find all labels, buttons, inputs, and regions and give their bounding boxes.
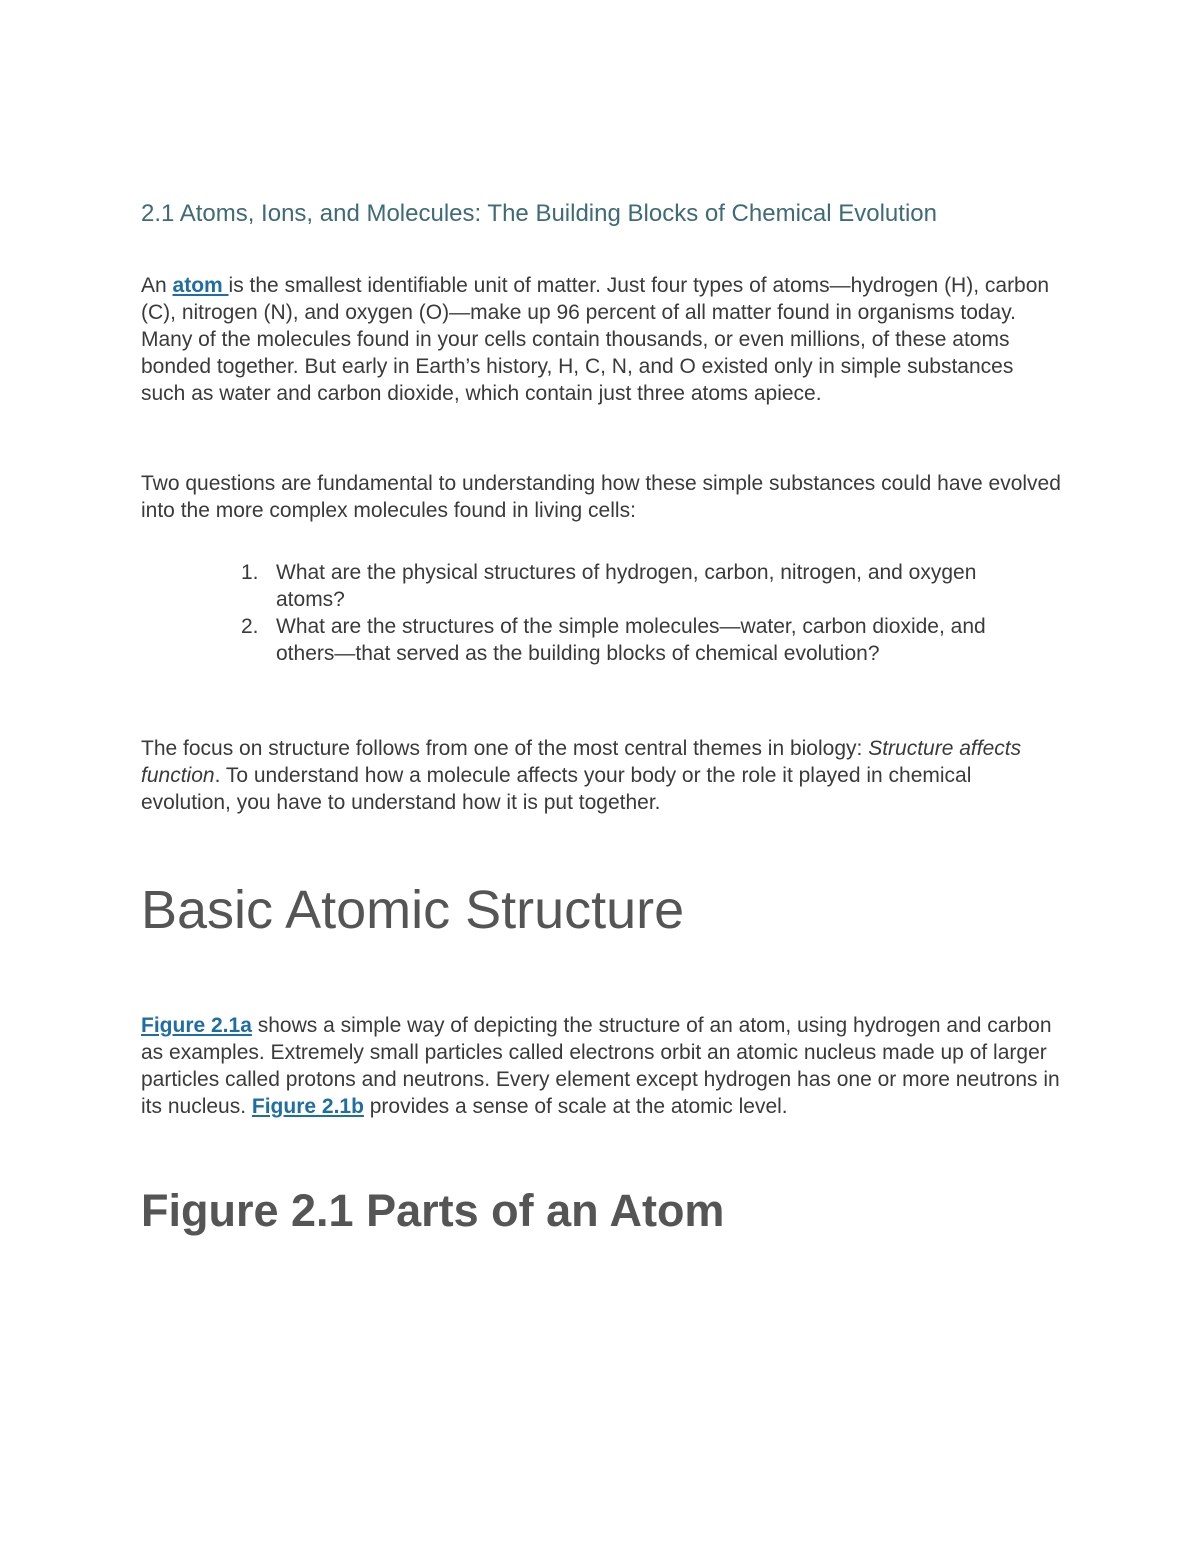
list-item-text: What are the physical structures of hydrogen, carbon, nitrogen, and oxygen atoms? <box>276 561 977 611</box>
figure-2-1b-link[interactable]: Figure 2.1b <box>251 1095 364 1118</box>
figure-heading: Figure 2.1 Parts of an Atom <box>141 1185 725 1236</box>
list-number: 1. <box>241 561 259 584</box>
focus-italic: Structure affects function <box>141 737 1022 787</box>
list-item <box>141 613 1036 667</box>
focus-prefix: The focus on structure follows from one of the most central themes in biology: <box>141 737 869 760</box>
figure-paragraph-end: provides a sense of scale at the atomic level. <box>363 1095 788 1118</box>
intro-text: is the smallest identifiable unit of matter. Just four types of atoms—hydrogen (H), carbon (C), nitrogen (N), and oxygen (O)—make up 96 percent of all matter found in organisms today. Many of the molecules found in your cells contain thousands, or even millions, of these atoms bonded together. But early in Earth’s history, H, C, N, and O existed only in simple substances such as water and carbon dioxide, which contain just three atoms apiece. <box>141 274 1050 405</box>
figure-2-1a-link[interactable]: Figure 2.1a <box>141 1014 252 1037</box>
section-heading: 2.1 Atoms, Ions, and Molecules: The Building Blocks of Chemical Evolution <box>141 200 937 227</box>
list-item <box>141 559 1036 613</box>
figure-paragraph <box>141 1012 1061 1120</box>
intro-prefix: An <box>141 274 173 297</box>
list-number: 2. <box>241 615 259 638</box>
list-item-text: What are the structures of the simple molecules—water, carbon dioxide, and others—that served as the building blocks of chemical evolution? <box>276 615 986 665</box>
focus-paragraph <box>141 735 1061 816</box>
questions-list <box>141 559 1061 667</box>
focus-text: . To understand how a molecule affects your body or the role it played in chemical evolution, you have to understand how it is put together. <box>141 764 972 814</box>
atom-link[interactable]: atom <box>172 274 229 297</box>
questions-intro-paragraph: Two questions are fundamental to understanding how these simple substances could have evolved into the more complex molecules found in living cells: <box>141 472 1061 522</box>
basic-atomic-structure-heading: Basic Atomic Structure <box>141 880 685 940</box>
intro-paragraph <box>141 272 1061 407</box>
figure-paragraph-text: shows a simple way of depicting the structure of an atom, using hydrogen and carbon as examples. Extremely small particles called electrons orbit an atomic nucleus made up of larger particles called protons and neutrons. Every element except hydrogen has one or more neutrons in its nucleus. <box>141 1014 1060 1118</box>
